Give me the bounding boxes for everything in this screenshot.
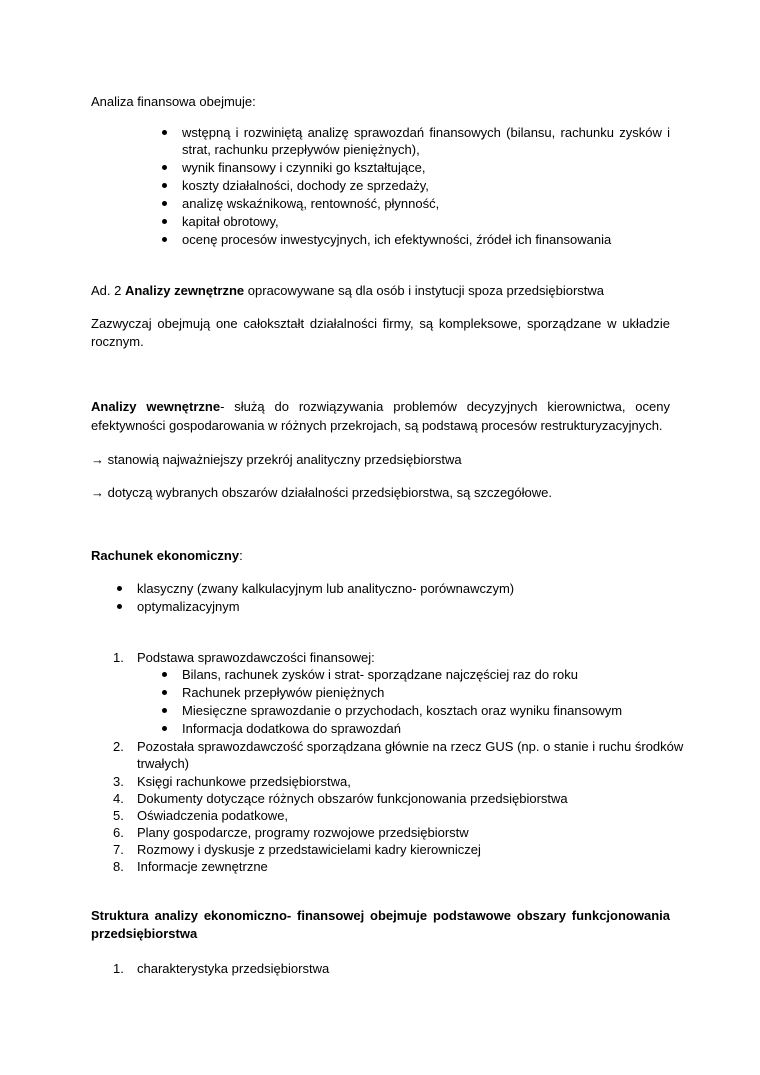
arrow-line: → stanowią najważniejszy przekrój analityczny przedsiębiorstwa bbox=[91, 452, 462, 467]
struktura-heading-continuation: przedsiębiorstwa bbox=[91, 926, 198, 941]
ad2-paragraph: Ad. 2 Analizy zewnętrzne opracowywane są dla osób i instytucji spoza przedsiębiorstwa bbox=[91, 283, 605, 298]
list-number: 5. bbox=[113, 808, 124, 823]
list-item: Informacje zewnętrzne bbox=[137, 859, 268, 874]
paragraph-line: rocznym. bbox=[91, 334, 144, 349]
list-number: 1. bbox=[113, 650, 124, 665]
list-item: koszty działalności, dochody ze sprzedaży, bbox=[182, 178, 429, 193]
bullet-icon bbox=[162, 201, 167, 206]
bullet-icon bbox=[117, 586, 122, 591]
list-number: 3. bbox=[113, 774, 124, 789]
list-item: kapitał obrotowy, bbox=[182, 214, 279, 229]
bullet-icon bbox=[162, 130, 167, 135]
sub-list-item: Bilans, rachunek zysków i strat- sporządzane najczęściej raz do roku bbox=[182, 667, 578, 682]
list-number: 4. bbox=[113, 791, 124, 806]
list-item: ocenę procesów inwestycyjnych, ich efektywności, źródeł ich finansowania bbox=[182, 232, 612, 247]
list-item: klasyczny (zwany kalkulacyjnym lub analityczno- porównawczym) bbox=[137, 581, 515, 596]
list-number: 1. bbox=[113, 961, 124, 976]
ad2-term: Analizy zewnętrzne bbox=[124, 283, 245, 298]
list-item: Podstawa sprawozdawczości finansowej: bbox=[137, 650, 375, 665]
list-item: wstępną i rozwiniętą analizę sprawozdań finansowych (bilansu, rachunku zysków i bbox=[182, 125, 670, 140]
list-item: Rozmowy i dyskusje z przedstawicielami kadry kierowniczej bbox=[137, 842, 481, 857]
list-item: charakterystyka przedsiębiorstwa bbox=[137, 961, 330, 976]
list-item: Oświadczenia podatkowe, bbox=[137, 808, 289, 823]
wewn-term: Analizy wewnętrzne bbox=[91, 399, 221, 414]
wewn-paragraph: Analizy wewnętrzne- służą do rozwiązywania problemów decyzyjnych kierownictwa, oceny bbox=[91, 399, 670, 414]
bullet-icon bbox=[162, 708, 167, 713]
list-item: Dokumenty dotyczące różnych obszarów funkcjonowania przedsiębiorstwa bbox=[137, 791, 568, 806]
list-number: 2. bbox=[113, 739, 124, 754]
list-item: analizę wskaźnikową, rentowność, płynność, bbox=[182, 196, 440, 211]
bullet-icon bbox=[162, 726, 167, 731]
bullet-icon bbox=[117, 604, 122, 609]
sub-list-item: Miesięczne sprawozdanie o przychodach, kosztach oraz wyniku finansowym bbox=[182, 703, 623, 718]
list-item: Księgi rachunkowe przedsiębiorstwa, bbox=[137, 774, 351, 789]
rachunek-heading: Rachunek ekonomiczny: bbox=[91, 548, 243, 563]
bullet-icon bbox=[162, 237, 167, 242]
list-item: optymalizacyjnym bbox=[137, 599, 240, 614]
bullet-icon bbox=[162, 183, 167, 188]
list-number: 8. bbox=[113, 859, 124, 874]
list-item: Plany gospodarcze, programy rozwojowe przedsiębiorstw bbox=[137, 825, 469, 840]
list-number: 7. bbox=[113, 842, 124, 857]
bullet-icon bbox=[162, 165, 167, 170]
bullet-icon bbox=[162, 690, 167, 695]
list-item-continuation: trwałych) bbox=[137, 756, 190, 771]
struktura-heading: Struktura analizy ekonomiczno- finansowej obejmuje podstawowe obszary funkcjonowania bbox=[91, 908, 670, 923]
intro-text: Analiza finansowa obejmuje: bbox=[91, 94, 256, 109]
list-number: 6. bbox=[113, 825, 124, 840]
sub-list-item: Informacja dodatkowa do sprawozdań bbox=[182, 721, 401, 736]
bullet-icon bbox=[162, 219, 167, 224]
paragraph-line: Zazwyczaj obejmują one całokształt działalności firmy, są kompleksowe, sporządzane w układzie bbox=[91, 316, 670, 331]
list-item: wynik finansowy i czynniki go kształtujące, bbox=[182, 160, 426, 175]
arrow-line: → dotyczą wybranych obszarów działalności przedsiębiorstwa, są szczegółowe. bbox=[91, 485, 552, 500]
bullet-icon bbox=[162, 672, 167, 677]
paragraph-line: efektywności gospodarowania w różnych przekrojach, są podstawą procesów restrukturyzacyjnych. bbox=[91, 418, 663, 433]
list-item-continuation: strat, rachunku przepływów pieniężnych), bbox=[182, 142, 420, 157]
sub-list-item: Rachunek przepływów pieniężnych bbox=[182, 685, 385, 700]
list-item: Pozostała sprawozdawczość sporządzana głównie na rzecz GUS (np. o stanie i ruchu środków bbox=[137, 739, 684, 754]
